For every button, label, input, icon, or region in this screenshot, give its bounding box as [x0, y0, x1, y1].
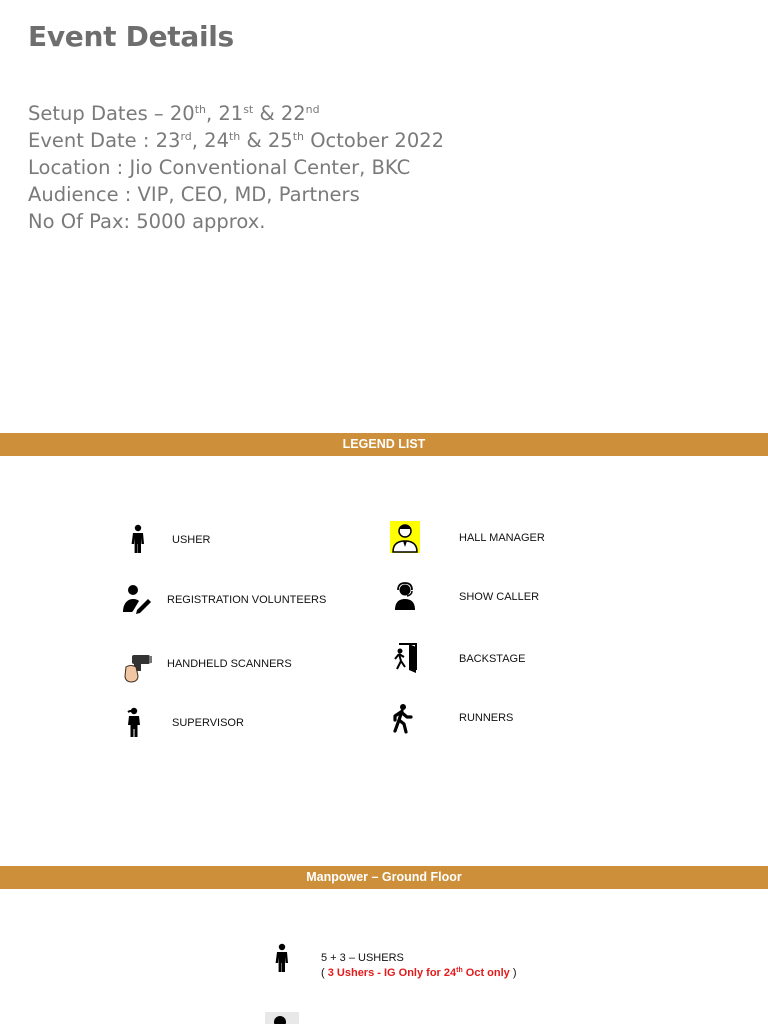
event-details — [28, 100, 444, 235]
setup-dates: Setup Dates – 20th, 21st & 22nd — [28, 102, 320, 125]
manpower-header: Manpower – Ground Floor — [0, 866, 768, 889]
legend-label-usher: USHER — [172, 534, 211, 546]
legend-label-handheld-scanners: HANDHELD SCANNERS — [167, 658, 292, 670]
legend-header: LEGEND LIST — [0, 433, 768, 456]
runner-icon — [386, 702, 418, 734]
registration-volunteer-icon — [121, 583, 153, 615]
event-date: Event Date : 23rd, 24th & 25th October 2022 — [28, 129, 445, 152]
ushers-count: 5 + 3 – USHERS — [321, 952, 404, 964]
pax-count: No Of Pax: 5000 approx. — [28, 210, 266, 233]
page-title: Event Details — [28, 20, 234, 53]
location: Location : Jio Conventional Center, BKC — [28, 156, 411, 179]
legend-label-runners: RUNNERS — [459, 712, 514, 724]
handheld-scanner-icon — [122, 651, 154, 683]
ushers-note: ( 3 Ushers - IG Only for 24th Oct only ) — [321, 967, 517, 979]
show-caller-icon — [390, 581, 422, 613]
legend-label-backstage: BACKSTAGE — [459, 653, 526, 665]
usher-icon — [266, 942, 298, 974]
legend-label-show-caller: SHOW CALLER — [459, 591, 540, 603]
audience: Audience : VIP, CEO, MD, Partners — [28, 183, 360, 206]
supervisor-icon — [119, 706, 151, 738]
supervisor-icon — [265, 1012, 299, 1024]
hall-manager-icon — [390, 521, 420, 553]
legend-label-registration-volunteers: REGISTRATION VOLUNTEERS — [167, 594, 327, 606]
backstage-icon — [389, 641, 421, 673]
usher-icon — [122, 523, 154, 555]
legend-label-supervisor: SUPERVISOR — [172, 717, 244, 729]
legend-label-hall-manager: HALL MANAGER — [459, 532, 545, 544]
